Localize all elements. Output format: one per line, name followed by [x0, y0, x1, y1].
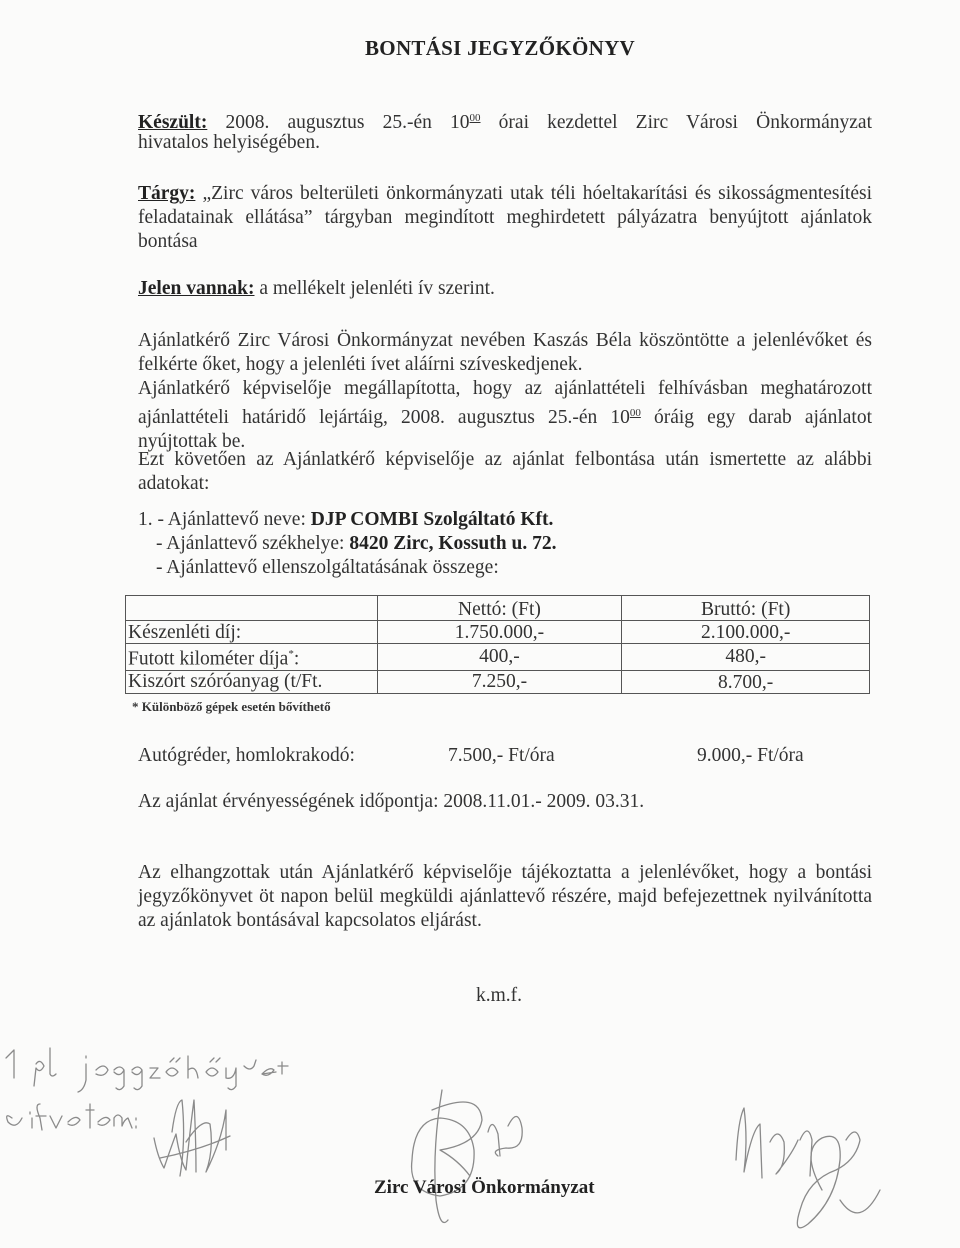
subject-label: Tárgy:: [138, 183, 196, 204]
fee-row-gross: 2.100.000,-: [622, 621, 870, 644]
fee-row-label-tail: :: [293, 648, 300, 670]
welcome-paragraph: Ajánlatkérő Zirc Városi Önkormányzat nevében Kaszás Béla köszöntötte a jelenlévőket és felkérte őket, hogy a jelenléti ívet aláírni szíveskedjenek.: [138, 330, 872, 375]
fee-row-asterisk: *: [288, 648, 294, 660]
right-signature: [736, 1108, 880, 1228]
data-intro-paragraph: Ezt követően az Ajánlatkérő képviselője az ajánlat felbontása után ismertette az alábbi adatokat:: [138, 449, 872, 494]
fee-table-header-gross: Bruttó: (Ft): [622, 596, 870, 621]
fee-row-label: Kiszórt szóróanyag (t/Ft.: [126, 670, 378, 693]
bidder-name-label: 1. - Ajánlattevő neve:: [138, 509, 311, 530]
bidder-price-label: - Ajánlattevő ellenszolgáltatásának összege:: [156, 557, 499, 578]
made-text-before: 2008. augusztus 25.-én 10: [207, 112, 470, 133]
organization-signature-label: Zirc Városi Önkormányzat: [374, 1177, 595, 1198]
fee-row-net: 400,-: [377, 644, 622, 671]
made-label: Készült:: [138, 112, 208, 133]
made-line-2: hivatalos helyiségében.: [138, 132, 320, 153]
deadline-text-before: Ajánlatkérő képviselője megállapította, hogy az ajánlattételi felhívásban meghatározott ajánlattételi határidő lejártáig, 2008. augusztus 25.-én 10: [138, 378, 872, 428]
validity-line: Az ajánlat érvényességének időpontja: 2008.11.01.- 2009. 03.31.: [138, 791, 645, 812]
made-text-after: órai kezdettel Zirc Városi Önkormányzat: [480, 112, 872, 133]
subject-text: „Zirc város belterületi önkormányzati utak téli hóeltakarítási és sikosságmentesítési feladatainak ellátása” tárgyban megindított meghirdetett pályázatra benyújtott ajánlatok bontása: [138, 183, 872, 252]
machinery-gross: 9.000,- Ft/óra: [697, 745, 804, 766]
fee-row-gross: 8.700,-: [622, 670, 870, 693]
closing-paragraph: Az elhangzottak után Ajánlatkérő képviselője tájékoztatta a jelenlévőket, hogy a bontási jegyzőkönyvet öt napon belül megküldi ajánlattevő részére, majd befejezettnek nyilvánította az ajánlatok bontásával kapcsolatos eljárást.: [138, 862, 872, 931]
bidder-name: DJP COMBI Szolgáltató Kft.: [310, 509, 554, 530]
handwritten-receipt-note: [6, 1048, 288, 1130]
fee-table-header-net: Nettó: (Ft): [377, 596, 622, 621]
bidder-seat-label: - Ajánlattevő székhelye:: [156, 533, 350, 554]
fee-row-label: Készenléti díj:: [126, 621, 378, 644]
present-label: Jelen vannak:: [138, 278, 255, 299]
fee-row-net: 1.750.000,-: [377, 621, 622, 644]
kmf-line: k.m.f.: [476, 985, 523, 1006]
fee-row-gross: 480,-: [622, 644, 870, 671]
deadline-text-after: óráig egy darab ajánlatot nyújtottak be.: [138, 407, 872, 452]
document-title: BONTÁSI JEGYZŐKÖNYV: [365, 36, 635, 60]
fee-row-label: Futott kilométer díja: [128, 648, 289, 670]
present-text: a mellékelt jelenléti ív szerint.: [254, 278, 495, 299]
fee-table-footnote: * Különböző gépek esetén bővíthető: [132, 699, 331, 714]
made-time-superscript: 00: [469, 112, 481, 124]
center-signature: [412, 1090, 523, 1223]
fee-row-net: 7.250,-: [377, 670, 622, 693]
bidder-seat: 8420 Zirc, Kossuth u. 72.: [349, 533, 557, 554]
deadline-time-superscript: 00: [629, 407, 641, 419]
machinery-label: Autógréder, homlokrakodó:: [138, 745, 355, 766]
machinery-net: 7.500,- Ft/óra: [448, 745, 555, 766]
left-signature: [154, 1100, 230, 1176]
